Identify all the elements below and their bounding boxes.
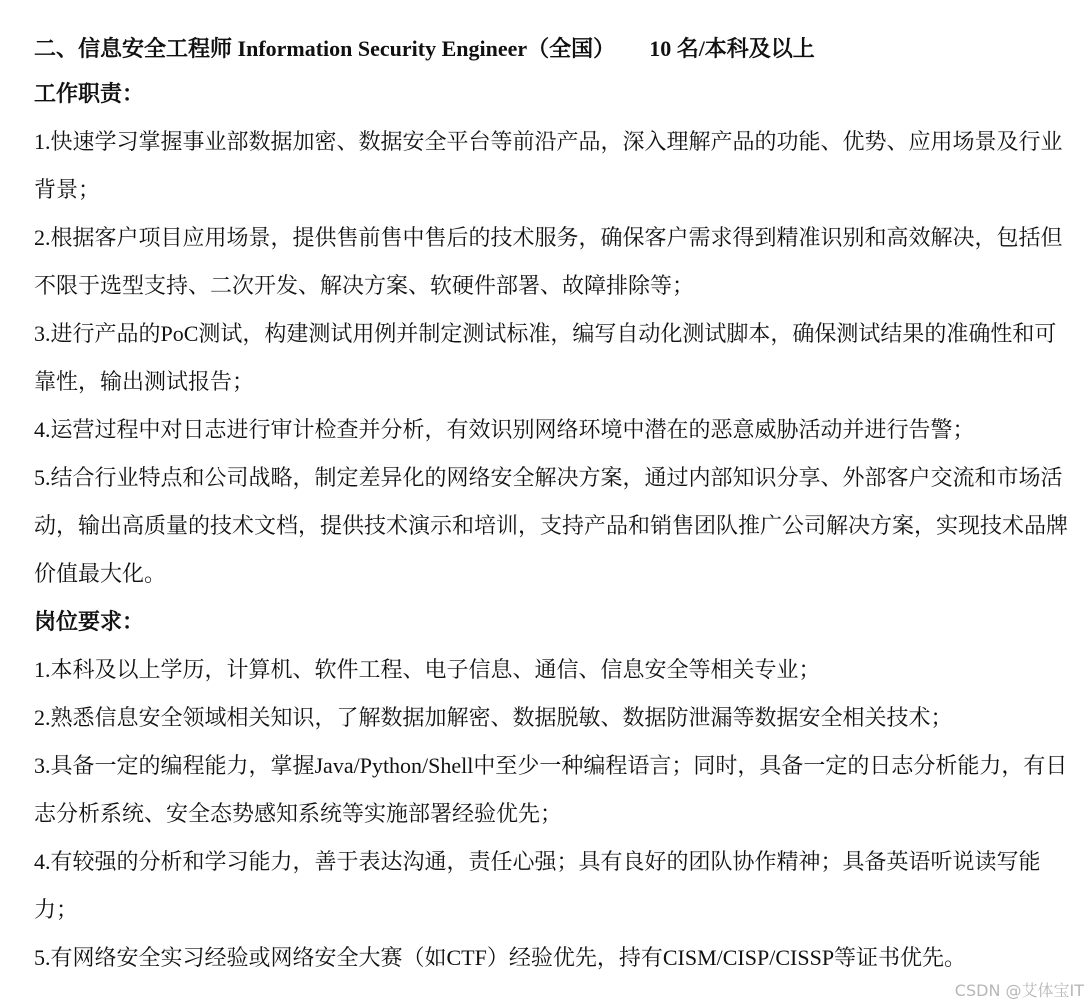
duty-item-5: 5.结合行业特点和公司战略，制定差异化的网络安全解决方案，通过内部知识分享、外部客户交流和市场活动，输出高质量的技术文档，提供技术演示和培训，支持产品和销售团队推广公司解决方案，实现技术品牌价值最大化。 bbox=[34, 465, 1069, 586]
requirement-item-1: 1.本科及以上学历，计算机、软件工程、电子信息、通信、信息安全等相关专业； bbox=[34, 657, 821, 682]
duty-item-4: 4.运营过程中对日志进行审计检查并分析，有效识别网络环境中潜在的恶意威胁活动并进行告警； bbox=[34, 417, 975, 442]
duty-item-3: 3.进行产品的PoC测试，构建测试用例并制定测试标准，编写自动化测试脚本，确保测试结果的准确性和可靠性，输出测试报告； bbox=[34, 321, 1057, 394]
duty-item-1: 1.快速学习掌握事业部数据加密、数据安全平台等前沿产品，深入理解产品的功能、优势、应用场景及行业背景； bbox=[34, 129, 1063, 202]
requirement-item-4: 4.有较强的分析和学习能力，善于表达沟通，责任心强；具有良好的团队协作精神；具备英语听说读写能力； bbox=[34, 849, 1041, 922]
job-title-line bbox=[34, 28, 1074, 70]
csdn-watermark: CSDN @艾体宝IT bbox=[954, 981, 1084, 1000]
job-scope: （全国） bbox=[527, 36, 616, 61]
job-title-cn: 二、信息安全工程师 bbox=[34, 36, 233, 61]
duties-heading: 工作职责： bbox=[34, 81, 145, 106]
requirements-heading: 岗位要求： bbox=[34, 609, 145, 634]
job-posting-document bbox=[34, 28, 1074, 982]
job-title-en: Information Security Engineer bbox=[237, 36, 528, 61]
requirement-item-5: 5.有网络安全实习经验或网络安全大赛（如CTF）经验优先，持有CISM/CISP/CISSP等证书优先。 bbox=[34, 945, 967, 970]
duty-item-2: 2.根据客户项目应用场景，提供售前售中售后的技术服务，确保客户需求得到精准识别和高效解决，包括但不限于选型支持、二次开发、解决方案、软硬件部署、故障排除等； bbox=[34, 225, 1063, 298]
requirement-item-2: 2.熟悉信息安全领域相关知识，了解数据加解密、数据脱敏、数据防泄漏等数据安全相关技术； bbox=[34, 705, 953, 730]
requirement-item-3: 3.具备一定的编程能力，掌握Java/Python/Shell中至少一种编程语言；同时，具备一定的日志分析能力，有日志分析系统、安全态势感知系统等实施部署经验优先； bbox=[34, 753, 1068, 826]
job-quota: 10 名/本科及以上 bbox=[649, 36, 815, 61]
